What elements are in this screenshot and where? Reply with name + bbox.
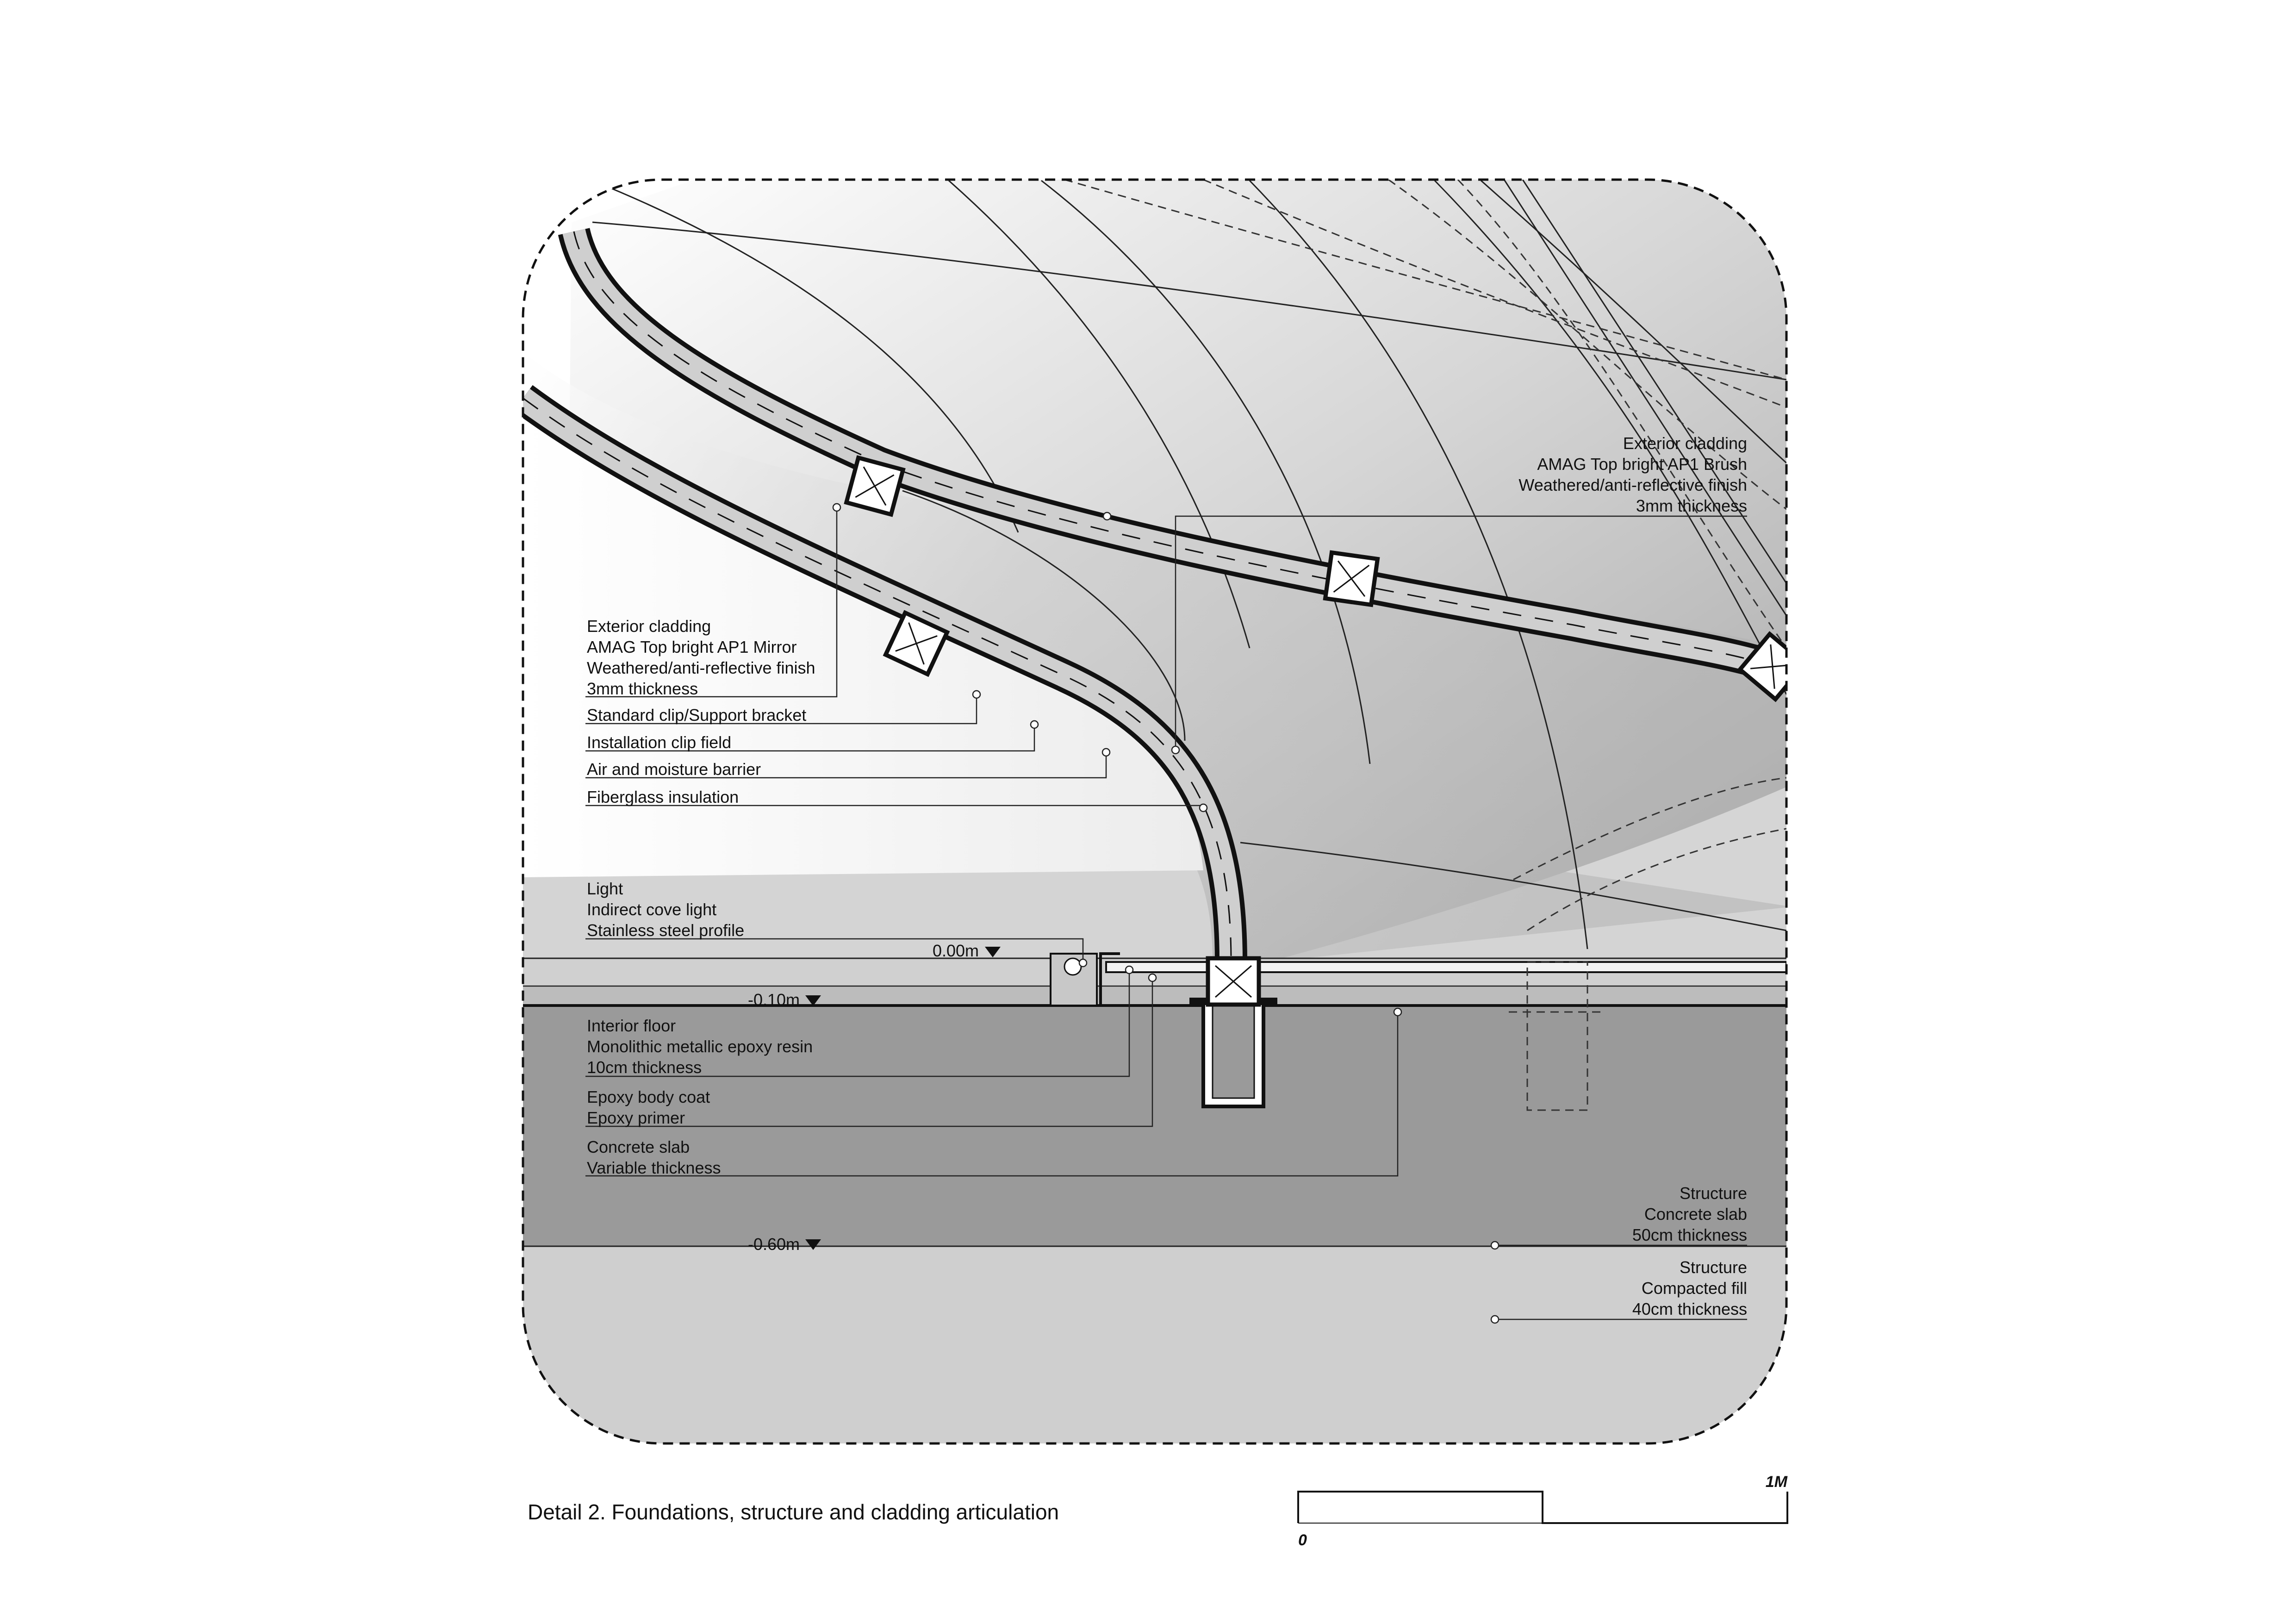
epoxy-label-2: Epoxy primer xyxy=(587,1108,685,1127)
structure-fill-label-1: Structure xyxy=(1679,1258,1747,1277)
figure-caption: Detail 2. Foundations, structure and cladding articulation xyxy=(528,1500,1059,1524)
rib-box-upper-2 xyxy=(1325,553,1378,605)
lower-cladding-label-1: Exterior cladding xyxy=(587,617,711,636)
level-1-label: -0.10m xyxy=(747,990,800,1009)
lower-cladding-label-4: 3mm thickness xyxy=(587,679,698,698)
scale-bar xyxy=(1298,1473,1788,1549)
structure-slab-label-2: Concrete slab xyxy=(1644,1205,1747,1224)
upper-cladding-label-3: Weathered/anti-reflective finish xyxy=(1518,475,1747,494)
floor-label-3: 10cm thickness xyxy=(587,1058,702,1077)
insulation-label: Fiberglass insulation xyxy=(587,787,739,806)
lower-cladding-label-3: Weathered/anti-reflective finish xyxy=(587,658,815,677)
light-label-2: Indirect cove light xyxy=(587,900,717,919)
upper-cladding-label-2: AMAG Top bright AP1 Brush xyxy=(1537,455,1747,474)
light-label-3: Stainless steel profile xyxy=(587,921,745,940)
compacted-fill xyxy=(523,1246,1786,1450)
epoxy-label-1: Epoxy body coat xyxy=(587,1087,710,1106)
structure-slab-label-1: Structure xyxy=(1679,1184,1747,1203)
concrete-label-2: Variable thickness xyxy=(587,1158,721,1177)
barrier-label: Air and moisture barrier xyxy=(587,760,761,779)
light-label-1: Light xyxy=(587,879,623,898)
lower-cladding-label-2: AMAG Top bright AP1 Mirror xyxy=(587,637,797,656)
scale-end-label: 1M xyxy=(1765,1473,1787,1491)
floor-label-1: Interior floor xyxy=(587,1016,676,1035)
rib-box-upper-1 xyxy=(846,458,903,514)
screed-layer xyxy=(523,986,1786,1006)
concrete-label-1: Concrete slab xyxy=(587,1137,690,1156)
structure-fill-label-2: Compacted fill xyxy=(1641,1279,1747,1298)
scale-start-label: 0 xyxy=(1298,1531,1307,1549)
level-0-label: 0.00m xyxy=(932,941,979,960)
floor-label-2: Monolithic metallic epoxy resin xyxy=(587,1037,813,1056)
structure-slab-label-3: 50cm thickness xyxy=(1632,1225,1747,1244)
clip-field-label: Installation clip field xyxy=(587,733,732,752)
upper-cladding-label-4: 3mm thickness xyxy=(1636,496,1747,515)
clip-label: Standard clip/Support bracket xyxy=(587,706,807,725)
upper-cladding-label-1: Exterior cladding xyxy=(1623,434,1747,453)
structure-fill-label-3: 40cm thickness xyxy=(1632,1299,1747,1318)
section-body xyxy=(509,167,1805,1463)
level-2-label: -0.60m xyxy=(747,1235,800,1254)
